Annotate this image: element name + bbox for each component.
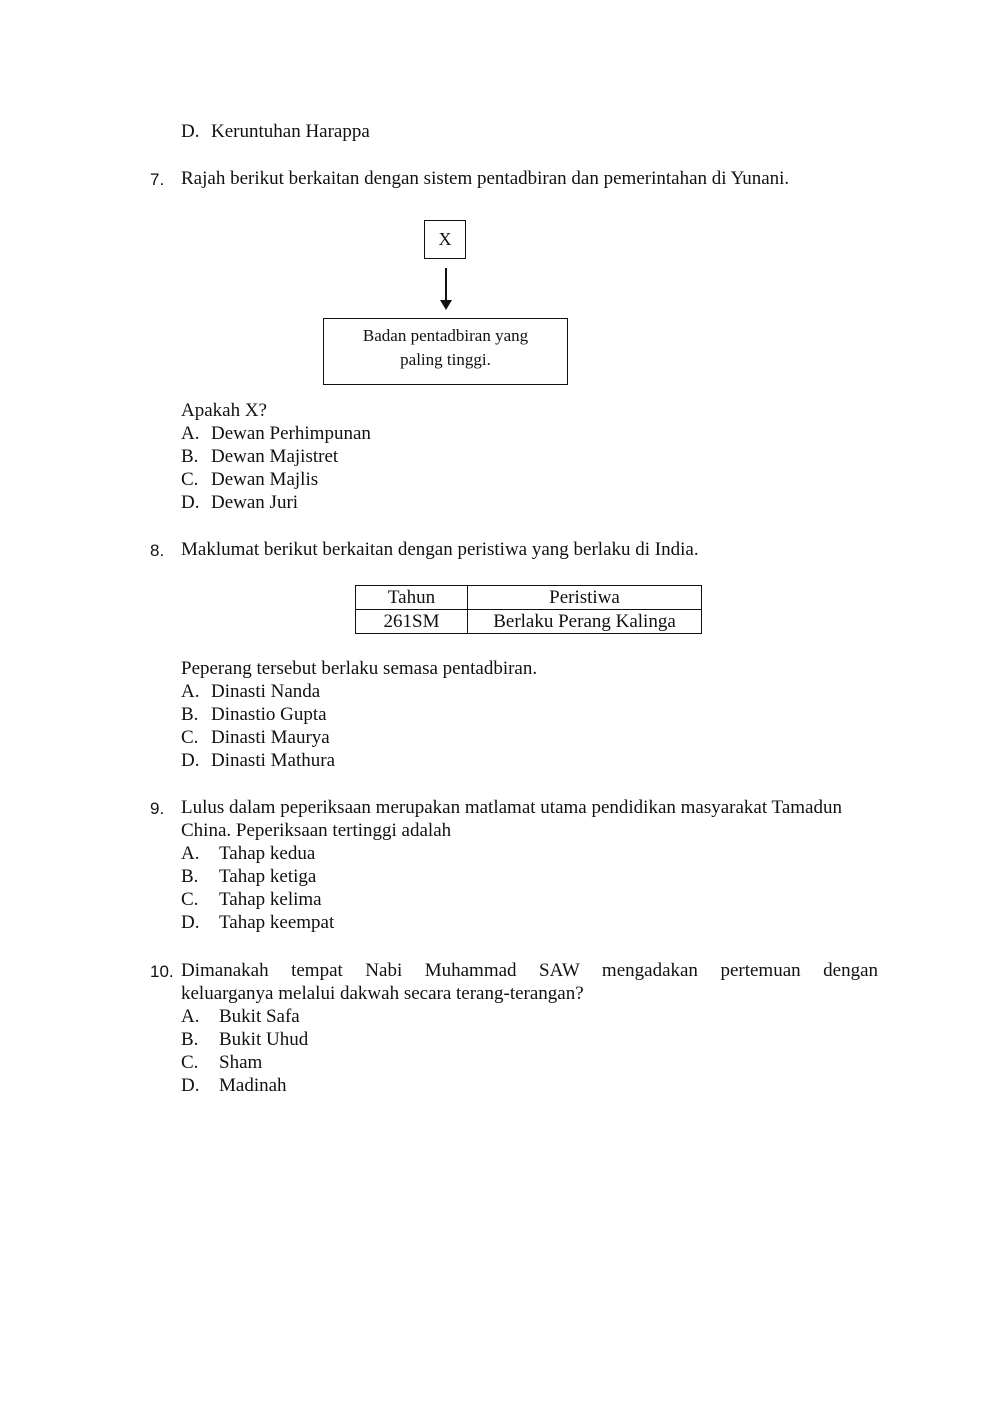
q8-option-c-letter: C. xyxy=(181,727,199,748)
q7-option-d-text: Dewan Juri xyxy=(211,492,299,513)
prev-option-d-letter: D. xyxy=(181,121,200,142)
q9-number: 9. xyxy=(150,799,165,818)
q8-text: Maklumat berikut berkaitan dengan peristiwa yang berlaku di India. xyxy=(181,539,699,560)
q10-option-d-text: Madinah xyxy=(219,1075,287,1096)
q7-option-c-text: Dewan Majlis xyxy=(211,469,319,490)
q10-option-b-letter: B. xyxy=(181,1029,199,1050)
q8-option-a-text: Dinasti Nanda xyxy=(211,681,321,702)
q7-text: Rajah berikut berkaitan dengan sistem pentadbiran dan pemerintahan di Yunani. xyxy=(181,168,790,189)
q10-text-line2: keluarganya melalui dakwah secara terang-terangan? xyxy=(181,983,584,1004)
q10-option-c-text: Sham xyxy=(219,1052,263,1073)
q9-option-d-text: Tahap keempat xyxy=(219,912,335,933)
q7-diagram-arrow-line xyxy=(445,268,447,302)
q9-text-line2: China. Peperiksaan tertinggi adalah xyxy=(181,820,452,841)
q7-option-d-letter: D. xyxy=(181,492,200,513)
q9-option-a-letter: A. xyxy=(181,843,200,864)
q7-diagram-box-x: X xyxy=(424,220,466,259)
q8-option-b-text: Dinastio Gupta xyxy=(211,704,327,725)
q7-number: 7. xyxy=(150,170,165,189)
q8-option-c-text: Dinasti Maurya xyxy=(211,727,330,748)
q10-option-b-text: Bukit Uhud xyxy=(219,1029,309,1050)
q9-option-b-letter: B. xyxy=(181,866,199,887)
q7-diagram-arrow-head xyxy=(440,300,452,310)
q10-option-c-letter: C. xyxy=(181,1052,199,1073)
table-header-peristiwa: Peristiwa xyxy=(468,586,702,610)
q10-text-line1: Dimanakah tempat Nabi Muhammad SAW mengadakan pertemuan dengan xyxy=(181,960,878,981)
q7-prompt: Apakah X? xyxy=(181,400,267,421)
q9-option-d-letter: D. xyxy=(181,912,200,933)
q10-option-a-text: Bukit Safa xyxy=(219,1006,300,1027)
q10-option-d-letter: D. xyxy=(181,1075,200,1096)
q7-option-b-text: Dewan Majistret xyxy=(211,446,339,467)
q7-diagram-box-line2: paling tinggi. xyxy=(400,350,491,369)
q8-number: 8. xyxy=(150,541,165,560)
table-header-tahun: Tahun xyxy=(356,586,468,610)
q7-diagram-box-line1: Badan pentadbiran yang xyxy=(362,326,529,345)
table-row xyxy=(356,610,702,634)
q7-diagram-box-badan xyxy=(323,318,568,385)
table-header-row xyxy=(356,586,702,610)
q7-option-a-letter: A. xyxy=(181,423,200,444)
q10-option-a-letter: A. xyxy=(181,1006,200,1027)
q10-number: 10. xyxy=(150,962,174,981)
q9-option-a-text: Tahap kedua xyxy=(219,843,316,864)
q9-option-c-letter: C. xyxy=(181,889,199,910)
q9-option-b-text: Tahap ketiga xyxy=(219,866,317,887)
prev-option-d-text: Keruntuhan Harappa xyxy=(211,121,370,142)
q8-event-table xyxy=(355,585,702,634)
q9-option-c-text: Tahap kelima xyxy=(219,889,322,910)
q7-option-c-letter: C. xyxy=(181,469,199,490)
q9-text-line1: Lulus dalam peperiksaan merupakan matlamat utama pendidikan masyarakat Tamadun xyxy=(181,797,842,818)
q8-option-d-letter: D. xyxy=(181,750,200,771)
q8-prompt: Peperang tersebut berlaku semasa pentadbiran. xyxy=(181,658,538,679)
q8-option-a-letter: A. xyxy=(181,681,200,702)
q7-option-b-letter: B. xyxy=(181,446,199,467)
q8-option-b-letter: B. xyxy=(181,704,199,725)
q7-option-a-text: Dewan Perhimpunan xyxy=(211,423,371,444)
table-cell-tahun: 261SM xyxy=(356,610,468,634)
q8-option-d-text: Dinasti Mathura xyxy=(211,750,336,771)
table-cell-peristiwa: Berlaku Perang Kalinga xyxy=(468,610,702,634)
